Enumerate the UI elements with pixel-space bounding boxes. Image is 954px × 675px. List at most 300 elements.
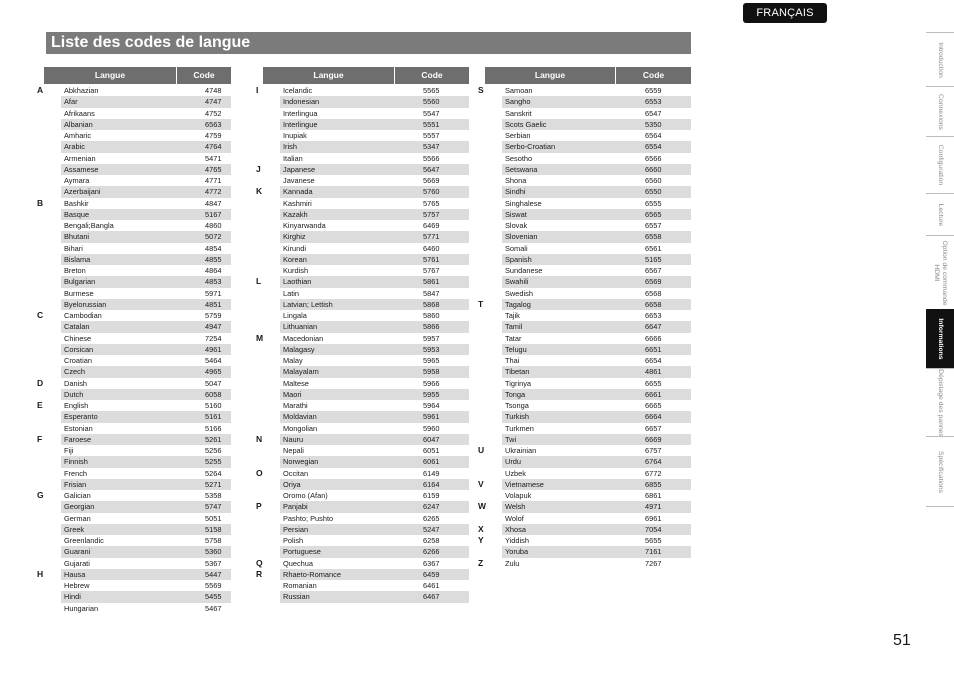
- language-code: 6772: [645, 468, 662, 478]
- table-row: [502, 445, 691, 456]
- language-code: 6058: [205, 389, 222, 399]
- language-name: Abkhazian: [64, 86, 99, 95]
- language-name: Polish: [283, 536, 304, 545]
- language-name: Rhaeto-Romance: [283, 569, 341, 579]
- language-code: 5757: [423, 209, 440, 219]
- table-row: [502, 321, 691, 332]
- language-code: 5161: [205, 412, 222, 422]
- language-code: 7054: [645, 524, 662, 534]
- language-code: 4854: [205, 243, 222, 253]
- table-row: [61, 119, 231, 130]
- language-code: 5747: [205, 502, 222, 512]
- table-row: [280, 254, 469, 265]
- language-name: Lingala: [283, 311, 307, 320]
- table-row: [61, 366, 231, 377]
- table-row: [502, 558, 691, 569]
- table-row: [61, 333, 231, 344]
- table-row: [502, 389, 691, 400]
- language-code: 5767: [423, 266, 440, 275]
- language-code: 4947: [205, 322, 222, 332]
- alphabet-letter: G: [37, 490, 44, 500]
- side-tab-label: Introduction: [937, 41, 944, 78]
- table-row: [61, 220, 231, 231]
- side-tab-label: Informations: [937, 317, 944, 360]
- language-name: Nauru: [283, 434, 304, 444]
- language-code: 6459: [423, 569, 440, 579]
- language-code: 5771: [423, 232, 440, 242]
- language-code: 5966: [423, 378, 440, 388]
- language-name: Macedonian: [283, 333, 324, 343]
- language-name: Fiji: [64, 446, 74, 455]
- table-row: [61, 434, 231, 445]
- language-name: Tibetan: [505, 367, 530, 377]
- language-name: Telugu: [505, 344, 527, 354]
- header-language: Langue: [313, 70, 344, 80]
- language-name: Breton: [64, 266, 86, 275]
- language-name: Irish: [283, 142, 297, 152]
- language-name: Hausa: [64, 569, 86, 579]
- language-code: 5765: [423, 198, 440, 208]
- language-name: Faroese: [64, 434, 92, 444]
- language-name: Sesotho: [505, 153, 533, 163]
- alphabet-letter: F: [37, 433, 43, 444]
- alphabet-letter: D: [37, 377, 44, 388]
- language-code: 6554: [645, 142, 662, 152]
- table-row: [61, 591, 231, 602]
- language-code: 6563: [205, 119, 222, 129]
- alphabet-letter: I: [256, 85, 259, 95]
- language-name: Wolof: [505, 513, 524, 523]
- language-code: 6661: [645, 389, 662, 399]
- side-tab-label: Dépistage des pannes: [937, 368, 944, 437]
- language-code: 6258: [423, 536, 440, 545]
- table-row: [61, 299, 231, 310]
- language-name: Swedish: [505, 288, 533, 298]
- table-row: [280, 164, 469, 175]
- table-row: [502, 130, 691, 141]
- table-row: [502, 254, 691, 265]
- language-code: 4772: [205, 187, 222, 197]
- alphabet-letter: P: [256, 501, 262, 512]
- alphabet-letter: A: [37, 85, 44, 95]
- language-name: Interlingua: [283, 108, 318, 118]
- language-code: 4747: [205, 97, 222, 107]
- language-code: 5367: [205, 558, 222, 568]
- table-row: [61, 141, 231, 152]
- alphabet-letter: M: [256, 332, 264, 343]
- language-code: 6764: [645, 457, 662, 467]
- language-code: 5861: [423, 277, 440, 287]
- language-code: 4764: [205, 142, 222, 152]
- language-code: 6051: [423, 446, 440, 455]
- language-name: Czech: [64, 367, 85, 377]
- alphabet-letter: R: [256, 568, 263, 579]
- table-row: [280, 96, 469, 107]
- side-tab-connexions[interactable]: [926, 86, 954, 136]
- language-code: 6757: [645, 446, 662, 455]
- language-name: Galician: [64, 491, 91, 500]
- language-name: Sindhi: [505, 187, 526, 197]
- alphabet-letter: O: [256, 467, 263, 478]
- table-row: [502, 108, 691, 119]
- side-tab-option-de-commande-hdmi[interactable]: [926, 235, 954, 309]
- language-name: Cambodian: [64, 311, 102, 320]
- language-code: 5958: [423, 367, 440, 377]
- language-name: Romanian: [283, 581, 317, 590]
- language-code: 5866: [423, 322, 440, 332]
- language-name: Somali: [505, 243, 528, 253]
- table-row: [61, 468, 231, 479]
- side-tab-informations[interactable]: [926, 309, 954, 368]
- table-row: [502, 423, 691, 434]
- language-code: 4961: [205, 344, 222, 354]
- language-code: 5655: [645, 536, 662, 545]
- language-name: Catalan: [64, 322, 90, 332]
- table-row: [280, 108, 469, 119]
- language-name: Kannada: [283, 187, 313, 197]
- table-row: [61, 580, 231, 591]
- language-name: Oriya: [283, 479, 301, 489]
- table-row: [61, 389, 231, 400]
- language-code: 4855: [205, 254, 222, 264]
- language-code: 6367: [423, 558, 440, 568]
- header-language: Langue: [534, 70, 566, 80]
- language-code: 5256: [205, 446, 222, 455]
- language-name: Siswat: [505, 209, 527, 219]
- language-name: Marathi: [283, 401, 308, 410]
- language-code: 4965: [205, 367, 222, 377]
- language-code: 5051: [205, 513, 222, 523]
- header-code: Code: [642, 70, 665, 80]
- language-name: French: [64, 468, 88, 478]
- alphabet-letter: X: [478, 523, 484, 534]
- language-code: 5464: [205, 356, 222, 365]
- table-row: [502, 366, 691, 377]
- table-header: [485, 67, 691, 84]
- language-name: Slovenian: [505, 232, 538, 242]
- table-row: [61, 400, 231, 411]
- table-row: [502, 468, 691, 479]
- language-code: 6565: [645, 209, 662, 219]
- language-code: 5758: [205, 536, 222, 545]
- language-name: Armenian: [64, 153, 96, 163]
- alphabet-letter: J: [256, 163, 261, 174]
- language-code: 5350: [645, 119, 662, 129]
- table-row: [61, 85, 231, 96]
- language-code: 6660: [645, 164, 662, 174]
- language-name: Maori: [283, 389, 302, 399]
- language-name: Kurdish: [283, 266, 309, 275]
- language-name: Assamese: [64, 164, 99, 174]
- language-code: 7254: [205, 333, 222, 343]
- alphabet-letter: Y: [478, 535, 484, 545]
- side-nav-divider: [926, 506, 954, 507]
- language-code: 5961: [423, 412, 440, 422]
- language-name: Malay: [283, 356, 303, 365]
- language-code: 5960: [423, 423, 440, 433]
- language-code: 6654: [645, 356, 662, 365]
- alphabet-letter: K: [256, 186, 263, 197]
- table-row: [61, 490, 231, 501]
- language-name: Urdu: [505, 457, 522, 467]
- table-row: [502, 141, 691, 152]
- alphabet-letter: Z: [478, 557, 484, 568]
- language-name: Moldavian: [283, 412, 317, 422]
- language-name: Bulgarian: [64, 277, 96, 287]
- table-row: [502, 153, 691, 164]
- language-name: Kirghiz: [283, 232, 306, 242]
- language-name: Inupiak: [283, 131, 307, 140]
- table-row: [280, 366, 469, 377]
- table-row: [502, 276, 691, 287]
- language-code: 6669: [645, 434, 662, 444]
- language-name: Uzbek: [505, 468, 526, 478]
- language-name: Malagasy: [283, 344, 315, 354]
- language-code: 5261: [205, 434, 222, 444]
- table-row: [280, 558, 469, 569]
- table-row: [61, 479, 231, 490]
- language-name: Byelorussian: [64, 299, 107, 309]
- language-name: Zulu: [505, 558, 520, 568]
- language-code: 4759: [205, 131, 222, 140]
- table-row: [61, 231, 231, 242]
- table-row: [61, 254, 231, 265]
- language-code: 5360: [205, 547, 222, 557]
- language-name: Albanian: [64, 119, 93, 129]
- side-tab-d-pistage-des-pannes[interactable]: [926, 368, 954, 436]
- language-code: 5547: [423, 108, 440, 118]
- table-row: [280, 231, 469, 242]
- language-name: Panjabi: [283, 502, 308, 512]
- language-code: 5347: [423, 142, 440, 152]
- language-code: 5569: [205, 581, 222, 590]
- table-row: [61, 265, 231, 276]
- table-row: [280, 400, 469, 411]
- table-row: [280, 85, 469, 96]
- side-tab-label: Lecture: [937, 203, 944, 226]
- language-name: Welsh: [505, 502, 526, 512]
- language-code: 6665: [645, 401, 662, 410]
- language-code: 5047: [205, 378, 222, 388]
- language-name: Hungarian: [64, 603, 99, 613]
- table-row: [502, 175, 691, 186]
- table-row: [61, 164, 231, 175]
- language-name: Russian: [283, 592, 310, 602]
- language-code: 6651: [645, 344, 662, 354]
- table-row: [61, 243, 231, 254]
- language-code: 6655: [645, 378, 662, 388]
- side-tab-sp-cifications[interactable]: [926, 436, 954, 506]
- alphabet-letter: C: [37, 310, 44, 320]
- language-code: 5255: [205, 457, 222, 467]
- side-tab-configuration[interactable]: [926, 136, 954, 193]
- language-code: 5455: [205, 592, 222, 602]
- language-code: 5953: [423, 344, 440, 354]
- table-row: [280, 456, 469, 467]
- table-row: [502, 501, 691, 512]
- table-row: [280, 501, 469, 512]
- language-name: Esperanto: [64, 412, 98, 422]
- language-code: 6559: [645, 86, 662, 95]
- table-row: [61, 535, 231, 546]
- language-code: 6861: [645, 491, 662, 500]
- language-name: Tonga: [505, 389, 526, 399]
- alphabet-letter: Q: [256, 557, 263, 568]
- table-row: [502, 310, 691, 321]
- table-row: [61, 310, 231, 321]
- table-row: [280, 490, 469, 501]
- language-name: Japanese: [283, 164, 316, 174]
- table-row: [502, 344, 691, 355]
- language-code: 5167: [205, 209, 222, 219]
- table-row: [502, 434, 691, 445]
- language-name: Sundanese: [505, 266, 543, 275]
- table-row: [61, 175, 231, 186]
- table-row: [280, 276, 469, 287]
- language-name: Yiddish: [505, 536, 529, 545]
- table-row: [61, 288, 231, 299]
- language-name: Tigrinya: [505, 378, 532, 388]
- language-code: 5165: [645, 254, 662, 264]
- language-code: 6560: [645, 176, 662, 185]
- table-row: [280, 434, 469, 445]
- alphabet-letter: S: [478, 85, 484, 95]
- language-code: 5566: [423, 153, 440, 163]
- language-name: Amharic: [64, 131, 92, 140]
- page-title: Liste des codes de langue: [46, 32, 691, 54]
- language-code: 6657: [645, 423, 662, 433]
- table-row: [280, 175, 469, 186]
- language-code: 6061: [423, 457, 440, 467]
- table-row: [280, 524, 469, 535]
- table-row: [502, 299, 691, 310]
- language-name: Lithuanian: [283, 322, 318, 332]
- language-code: 6555: [645, 198, 662, 208]
- language-name: Azerbaijani: [64, 187, 101, 197]
- table-row: [280, 310, 469, 321]
- table-row: [61, 344, 231, 355]
- language-name: Latin: [283, 288, 300, 298]
- language-code: 4860: [205, 221, 222, 230]
- table-row: [280, 411, 469, 422]
- language-name: Tsonga: [505, 401, 529, 410]
- language-code: 5447: [205, 569, 222, 579]
- language-code: 5557: [423, 131, 440, 140]
- language-name: Kirundi: [283, 243, 307, 253]
- header-code: Code: [421, 70, 443, 80]
- language-name: Twi: [505, 434, 517, 444]
- table-row: [280, 569, 469, 580]
- language-name: Korean: [283, 254, 307, 264]
- table-row: [502, 231, 691, 242]
- language-code: 5072: [205, 232, 222, 242]
- alphabet-letter: N: [256, 433, 263, 444]
- table-row: [61, 96, 231, 107]
- table-row: [280, 288, 469, 299]
- language-name: Afrikaans: [64, 108, 95, 118]
- language-code: 4864: [205, 266, 222, 275]
- language-code: 6469: [423, 221, 440, 230]
- table-row: [280, 580, 469, 591]
- table-row: [61, 445, 231, 456]
- language-name: Kazakh: [283, 209, 308, 219]
- language-name: Estonian: [64, 423, 93, 433]
- language-code: 6247: [423, 502, 440, 512]
- alphabet-letter: L: [256, 276, 262, 287]
- language-code: 6557: [645, 221, 662, 230]
- table-row: [280, 513, 469, 524]
- table-row: [502, 288, 691, 299]
- language-code: 6461: [423, 581, 440, 590]
- language-name: Shona: [505, 176, 527, 185]
- language-code: 5158: [205, 524, 222, 534]
- language-name: Quechua: [283, 558, 313, 568]
- language-code: 5847: [423, 288, 440, 298]
- language-code: 6159: [423, 491, 440, 500]
- language-name: Yoruba: [505, 547, 529, 557]
- table-row: [502, 119, 691, 130]
- language-code: 6653: [645, 311, 662, 320]
- language-name: Volapuk: [505, 491, 532, 500]
- side-tab-introduction[interactable]: [926, 32, 954, 86]
- table-row: [280, 198, 469, 209]
- language-name: Occitan: [283, 468, 309, 478]
- table-row: [502, 220, 691, 231]
- language-code: 6561: [645, 243, 662, 253]
- language-name: Guarani: [64, 547, 91, 557]
- table-row: [61, 524, 231, 535]
- table-row: [502, 96, 691, 107]
- language-code: 4851: [205, 299, 222, 309]
- table-row: [502, 400, 691, 411]
- table-row: [502, 535, 691, 546]
- language-code: 6547: [645, 108, 662, 118]
- language-name: Greenlandic: [64, 536, 104, 545]
- language-code: 5760: [423, 187, 440, 197]
- language-code: 6047: [423, 434, 440, 444]
- language-name: Turkmen: [505, 423, 534, 433]
- table-row: [502, 265, 691, 276]
- language-code: 5964: [423, 401, 440, 410]
- language-name: Javanese: [283, 176, 315, 185]
- language-name: Arabic: [64, 142, 85, 152]
- language-name: Serbian: [505, 131, 531, 140]
- table-header: [263, 67, 469, 84]
- table-row: [502, 479, 691, 490]
- language-name: Bislama: [64, 254, 91, 264]
- table-row: [280, 333, 469, 344]
- language-name: Tagalog: [505, 299, 531, 309]
- language-name: Nepali: [283, 446, 304, 455]
- language-code: 4771: [205, 176, 222, 185]
- language-code: 6568: [645, 288, 662, 298]
- language-name: Aymara: [64, 176, 90, 185]
- language-code: 6569: [645, 277, 662, 287]
- language-code: 5471: [205, 153, 222, 163]
- language-name: Ukrainian: [505, 446, 537, 455]
- table-row: [61, 603, 231, 614]
- table-row: [502, 411, 691, 422]
- alphabet-letter: W: [478, 501, 487, 512]
- side-tab-lecture[interactable]: [926, 193, 954, 235]
- language-name: Setswana: [505, 164, 538, 174]
- language-name: Thai: [505, 356, 520, 365]
- language-code: 5955: [423, 389, 440, 399]
- language-code: 5868: [423, 299, 440, 309]
- language-code: 4861: [645, 367, 662, 377]
- table-row: [61, 276, 231, 287]
- language-name: Hebrew: [64, 581, 90, 590]
